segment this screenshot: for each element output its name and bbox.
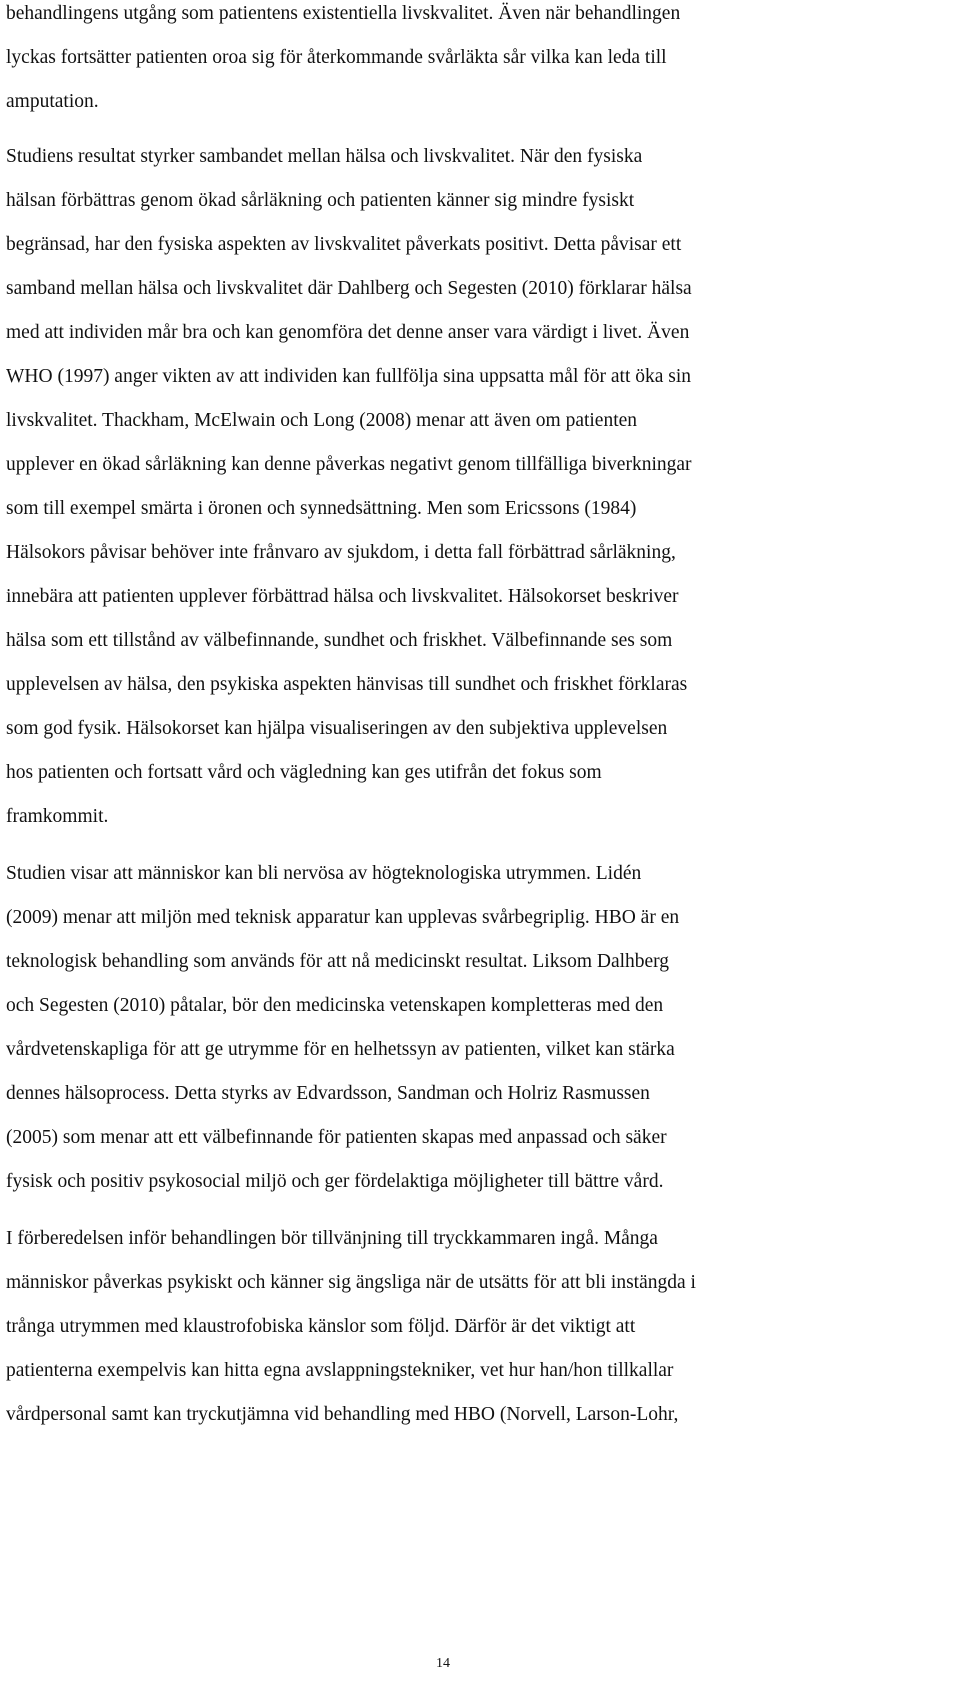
text-line: vårdvetenskapliga för att ge utrymme för en helhetssyn av patienten, vilket kan stärka: [6, 1039, 675, 1060]
text-line: som god fysik. Hälsokorset kan hjälpa visualiseringen av den subjektiva upplevelsen: [6, 718, 668, 739]
text-line: teknologisk behandling som används för att nå medicinskt resultat. Liksom Dalhberg: [6, 951, 670, 972]
text-line: hälsa som ett tillstånd av välbefinnande, sundhet och friskhet. Välbefinnande ses som: [6, 630, 673, 651]
text-line: dennes hälsoprocess. Detta styrks av Edvardsson, Sandman och Holriz Rasmussen: [6, 1083, 650, 1104]
text-line: livskvalitet. Thackham, McElwain och Long (2008) menar att även om patienten: [6, 410, 638, 431]
text-line: hälsan förbättras genom ökad sårläkning och patienten känner sig mindre fysiskt: [6, 190, 635, 211]
text-line: WHO (1997) anger vikten av att individen kan fullfölja sina uppsatta mål för att öka sin: [6, 366, 692, 387]
text-line: upplevelsen av hälsa, den psykiska aspekten hänvisas till sundhet och friskhet förklaras: [6, 674, 688, 695]
text-line: samband mellan hälsa och livskvalitet där Dahlberg och Segesten (2010) förklarar hälsa: [6, 278, 692, 299]
text-line: innebära att patienten upplever förbättrad hälsa och livskvalitet. Hälsokorset beskriver: [6, 586, 679, 607]
text-line: upplever en ökad sårläkning kan denne påverkas negativt genom tillfälliga biverkningar: [6, 454, 692, 475]
text-line: Hälsokors påvisar behöver inte frånvaro av sjukdom, i detta fall förbättrad sårläkning,: [6, 542, 676, 563]
text-line: människor påverkas psykiskt och känner sig ängsliga när de utsätts för att bli instängda i: [6, 1272, 696, 1293]
text-line: Studiens resultat styrker sambandet mellan hälsa och livskvalitet. När den fysiska: [6, 146, 643, 167]
text-line: (2009) menar att miljön med teknisk apparatur kan upplevas svårbegriplig. HBO är en: [6, 907, 680, 928]
text-line: som till exempel smärta i öronen och synnedsättning. Men som Ericssons (1984): [6, 498, 637, 519]
text-line: och Segesten (2010) påtalar, bör den medicinska vetenskapen kompletteras med den: [6, 995, 664, 1016]
text-line: amputation.: [6, 91, 99, 112]
text-line: trånga utrymmen med klaustrofobiska känslor som följd. Därför är det viktigt att: [6, 1316, 636, 1337]
text-line: Studien visar att människor kan bli nervösa av högteknologiska utrymmen. Lidén: [6, 863, 642, 884]
text-line: (2005) som menar att ett välbefinnande för patienten skapas med anpassad och säker: [6, 1127, 667, 1148]
text-line: begränsad, har den fysiska aspekten av livskvalitet påverkats positivt. Detta påvisar ett: [6, 234, 682, 255]
page-number: 14: [436, 1656, 450, 1671]
text-line: fysisk och positiv psykosocial miljö och ger fördelaktiga möjligheter till bättre vård.: [6, 1171, 664, 1192]
text-line: lyckas fortsätter patienten oroa sig för återkommande svårläkta sår vilka kan leda till: [6, 47, 667, 68]
text-line: med att individen mår bra och kan genomföra det denne anser vara värdigt i livet. Även: [6, 322, 690, 343]
text-line: patienterna exempelvis kan hitta egna avslappningstekniker, vet hur han/hon tillkallar: [6, 1360, 674, 1381]
text-line: I förberedelsen inför behandlingen bör tillvänjning till tryckkammaren ingå. Många: [6, 1228, 658, 1249]
text-line: behandlingens utgång som patientens existentiella livskvalitet. Även när behandlingen: [6, 3, 681, 24]
text-line: framkommit.: [6, 806, 109, 827]
text-line: vårdpersonal samt kan tryckutjämna vid behandling med HBO (Norvell, Larson-Lohr,: [6, 1404, 679, 1425]
text-line: hos patienten och fortsatt vård och vägledning kan ges utifrån det fokus som: [6, 762, 602, 783]
